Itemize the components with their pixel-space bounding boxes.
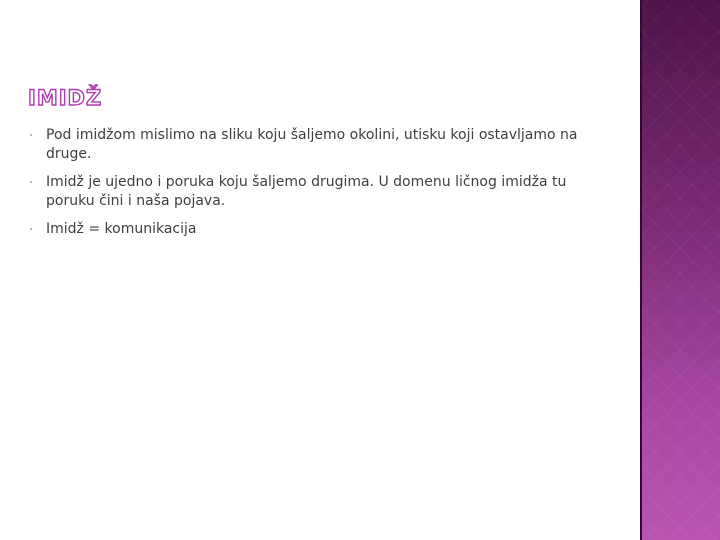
bullet-item (28, 126, 608, 164)
bullet-text: Imidž = komunikacija (46, 221, 197, 237)
bullet-dot-icon (30, 181, 32, 183)
decorative-side-panel (640, 0, 720, 540)
bullet-text: Imidž je ujedno i poruka koju šaljemo drugima. U domenu ličnog imidža tu poruku čini i naša pojava. (46, 174, 567, 209)
bullet-item (28, 173, 608, 211)
bullet-text: Pod imidžom mislimo na sliku koju šaljemo okolini, utisku koji ostavljamo na druge. (46, 127, 578, 162)
side-panel-edge (640, 0, 642, 540)
bullet-list (28, 126, 608, 248)
slide-title: IMIDŽ (28, 86, 103, 110)
bullet-item (28, 220, 608, 239)
bullet-dot-icon (30, 228, 32, 230)
bullet-dot-icon (30, 134, 32, 136)
